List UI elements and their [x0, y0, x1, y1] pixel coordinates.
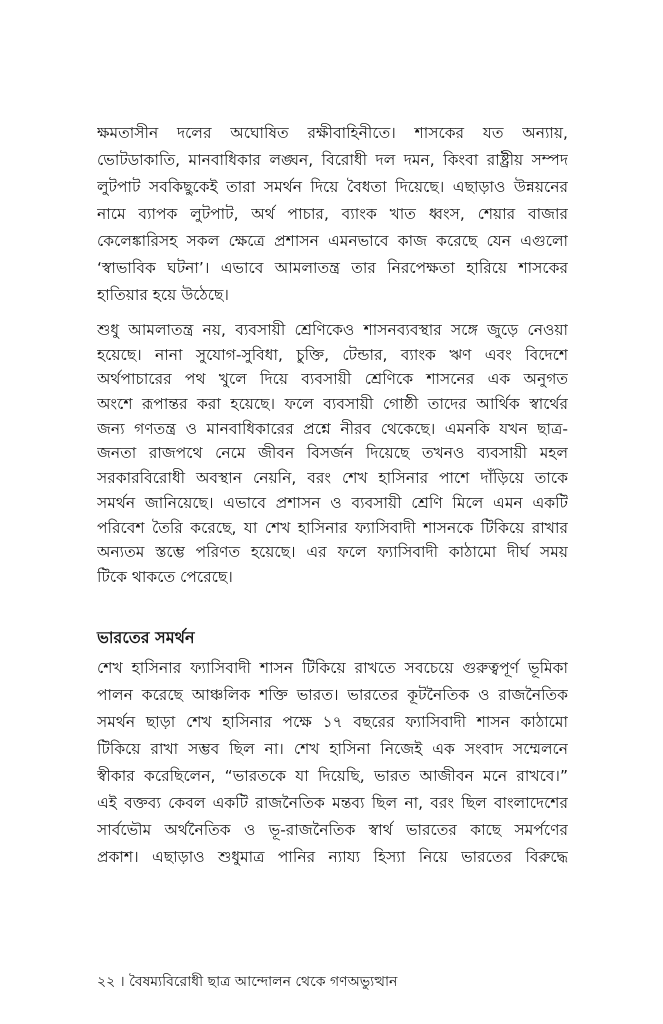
text-line: শুধু আমলাতন্ত্র নয়, ব্যবসায়ী শ্রেণিকেও শাসনব্যবস্থার সঙ্গে জুড়ে নেওয়া	[97, 321, 568, 339]
text-line: ক্ষমতাসীন দলের অঘোষিত রক্ষীবাহিনীতে। শাসকের যত অন্যায়,	[97, 124, 568, 142]
text-line: স্বীকার করেছিলেন, “ভারতকে যা দিয়েছি, ভারত আজীবন মনে রাখবে।”	[97, 767, 568, 785]
text-line: অর্থপাচারের পথ খুলে দিয়ে ব্যবসায়ী শ্রেণিকে শাসনের এক অনুগত	[97, 370, 568, 389]
text-line: হয়েছে। নানা সুযোগ-সুবিধা, চুক্তি, টেন্ডার, ব্যাংক ঋণ এবং বিদেশে	[97, 345, 568, 364]
text-line: পরিবেশ তৈরি করেছে, যা শেখ হাসিনার ফ্যাসিবাদী শাসনকে টিকিয়ে রাখার	[97, 518, 568, 537]
text-line: টিকিয়ে রাখা সম্ভব ছিল না। শেখ হাসিনা নিজেই এক সংবাদ সম্মেলনে	[97, 740, 568, 758]
paragraph-2	[97, 318, 568, 590]
section-heading: ভারতের সমর্থন	[97, 628, 195, 647]
text-line: টিকে থাকতে পেরেছে।	[97, 567, 233, 586]
text-line: এই বক্তব্য কেবল একটি রাজনৈতিক মন্তব্য ছিল না, বরং ছিল বাংলাদেশের	[97, 794, 568, 812]
text-line: অন্যতম স্তম্ভে পরিণত হয়েছে। এর ফলে ফ্যাসিবাদী কাঠামো দীর্ঘ সময়	[97, 543, 568, 562]
text-line: সমর্থন জানিয়েছে। এভাবে প্রশাসন ও ব্যবসায়ী শ্রেণি মিলে এমন একটি	[97, 493, 568, 512]
text-line: অংশে রূপান্তর করা হয়েছে। ফলে ব্যবসায়ী গোষ্ঠী তাদের আর্থিক স্বার্থের	[97, 395, 568, 414]
text-line: পালন করেছে আঞ্চলিক শক্তি ভারত। ভারতের কূটনৈতিক ও রাজনৈতিক	[97, 686, 568, 704]
page-footer: ২২ । বৈষম্যবিরোধী ছাত্র আন্দোলন থেকে গণঅভ্যুত্থান	[97, 974, 398, 990]
text-line: নামে ব্যাপক লুটপাট, অর্থ পাচার, ব্যাংক খাত ধ্বংস, শেয়ার বাজার	[97, 205, 568, 223]
text-line: ‘স্বাভাবিক ঘটনা’। এভাবে আমলাতন্ত্র তার নিরপেক্ষতা হারিয়ে শাসকের	[97, 259, 568, 277]
text-line: প্রকাশ। এছাড়াও শুধুমাত্র পানির ন্যায্য হিস্যা নিয়ে ভারতের বিরুদ্ধে	[97, 848, 568, 866]
text-line: সমর্থন ছাড়া শেখ হাসিনার পক্ষে ১৭ বছরের ফ্যাসিবাদী শাসন কাঠামো	[97, 713, 568, 731]
text-line: হাতিয়ার হয়ে উঠেছে।	[97, 286, 229, 304]
text-line: শেখ হাসিনার ফ্যাসিবাদী শাসন টিকিয়ে রাখতে সবচেয়ে গুরুত্বপূর্ণ ভূমিকা	[97, 659, 568, 677]
text-line: জন্য গণতন্ত্র ও মানবাধিকারের প্রশ্নে নীরব থেকেছে। এমনকি যখন ছাত্র-	[97, 419, 568, 438]
text-line: জনতা রাজপথে নেমে জীবন বিসর্জন দিয়েছে তখনও ব্যবসায়ী মহল	[97, 444, 568, 463]
text-line: সরকারবিরোধী অবস্থান নেয়নি, বরং শেখ হাসিনার পাশে দাঁড়িয়ে তাকে	[97, 469, 568, 488]
text-line: ভোটডাকাতি, মানবাধিকার লঙ্ঘন, বিরোধী দল দমন, কিংবা রাষ্ট্রীয় সম্পদ	[97, 151, 568, 169]
text-line: লুটপাট সবকিছুকেই তারা সমর্থন দিয়ে বৈধতা দিয়েছে। এছাড়াও উন্নয়নের	[97, 178, 568, 196]
paragraph-1	[97, 120, 568, 309]
text-line: সার্বভৌম অর্থনৈতিক ও ভূ-রাজনৈতিক স্বার্থ ভারতের কাছে সমর্পণের	[97, 821, 568, 839]
paragraph-3	[97, 655, 568, 871]
text-line: কেলেঙ্কারিসহ সকল ক্ষেত্রে প্রশাসন এমনভাবে কাজ করেছে যেন এগুলো	[97, 232, 568, 250]
